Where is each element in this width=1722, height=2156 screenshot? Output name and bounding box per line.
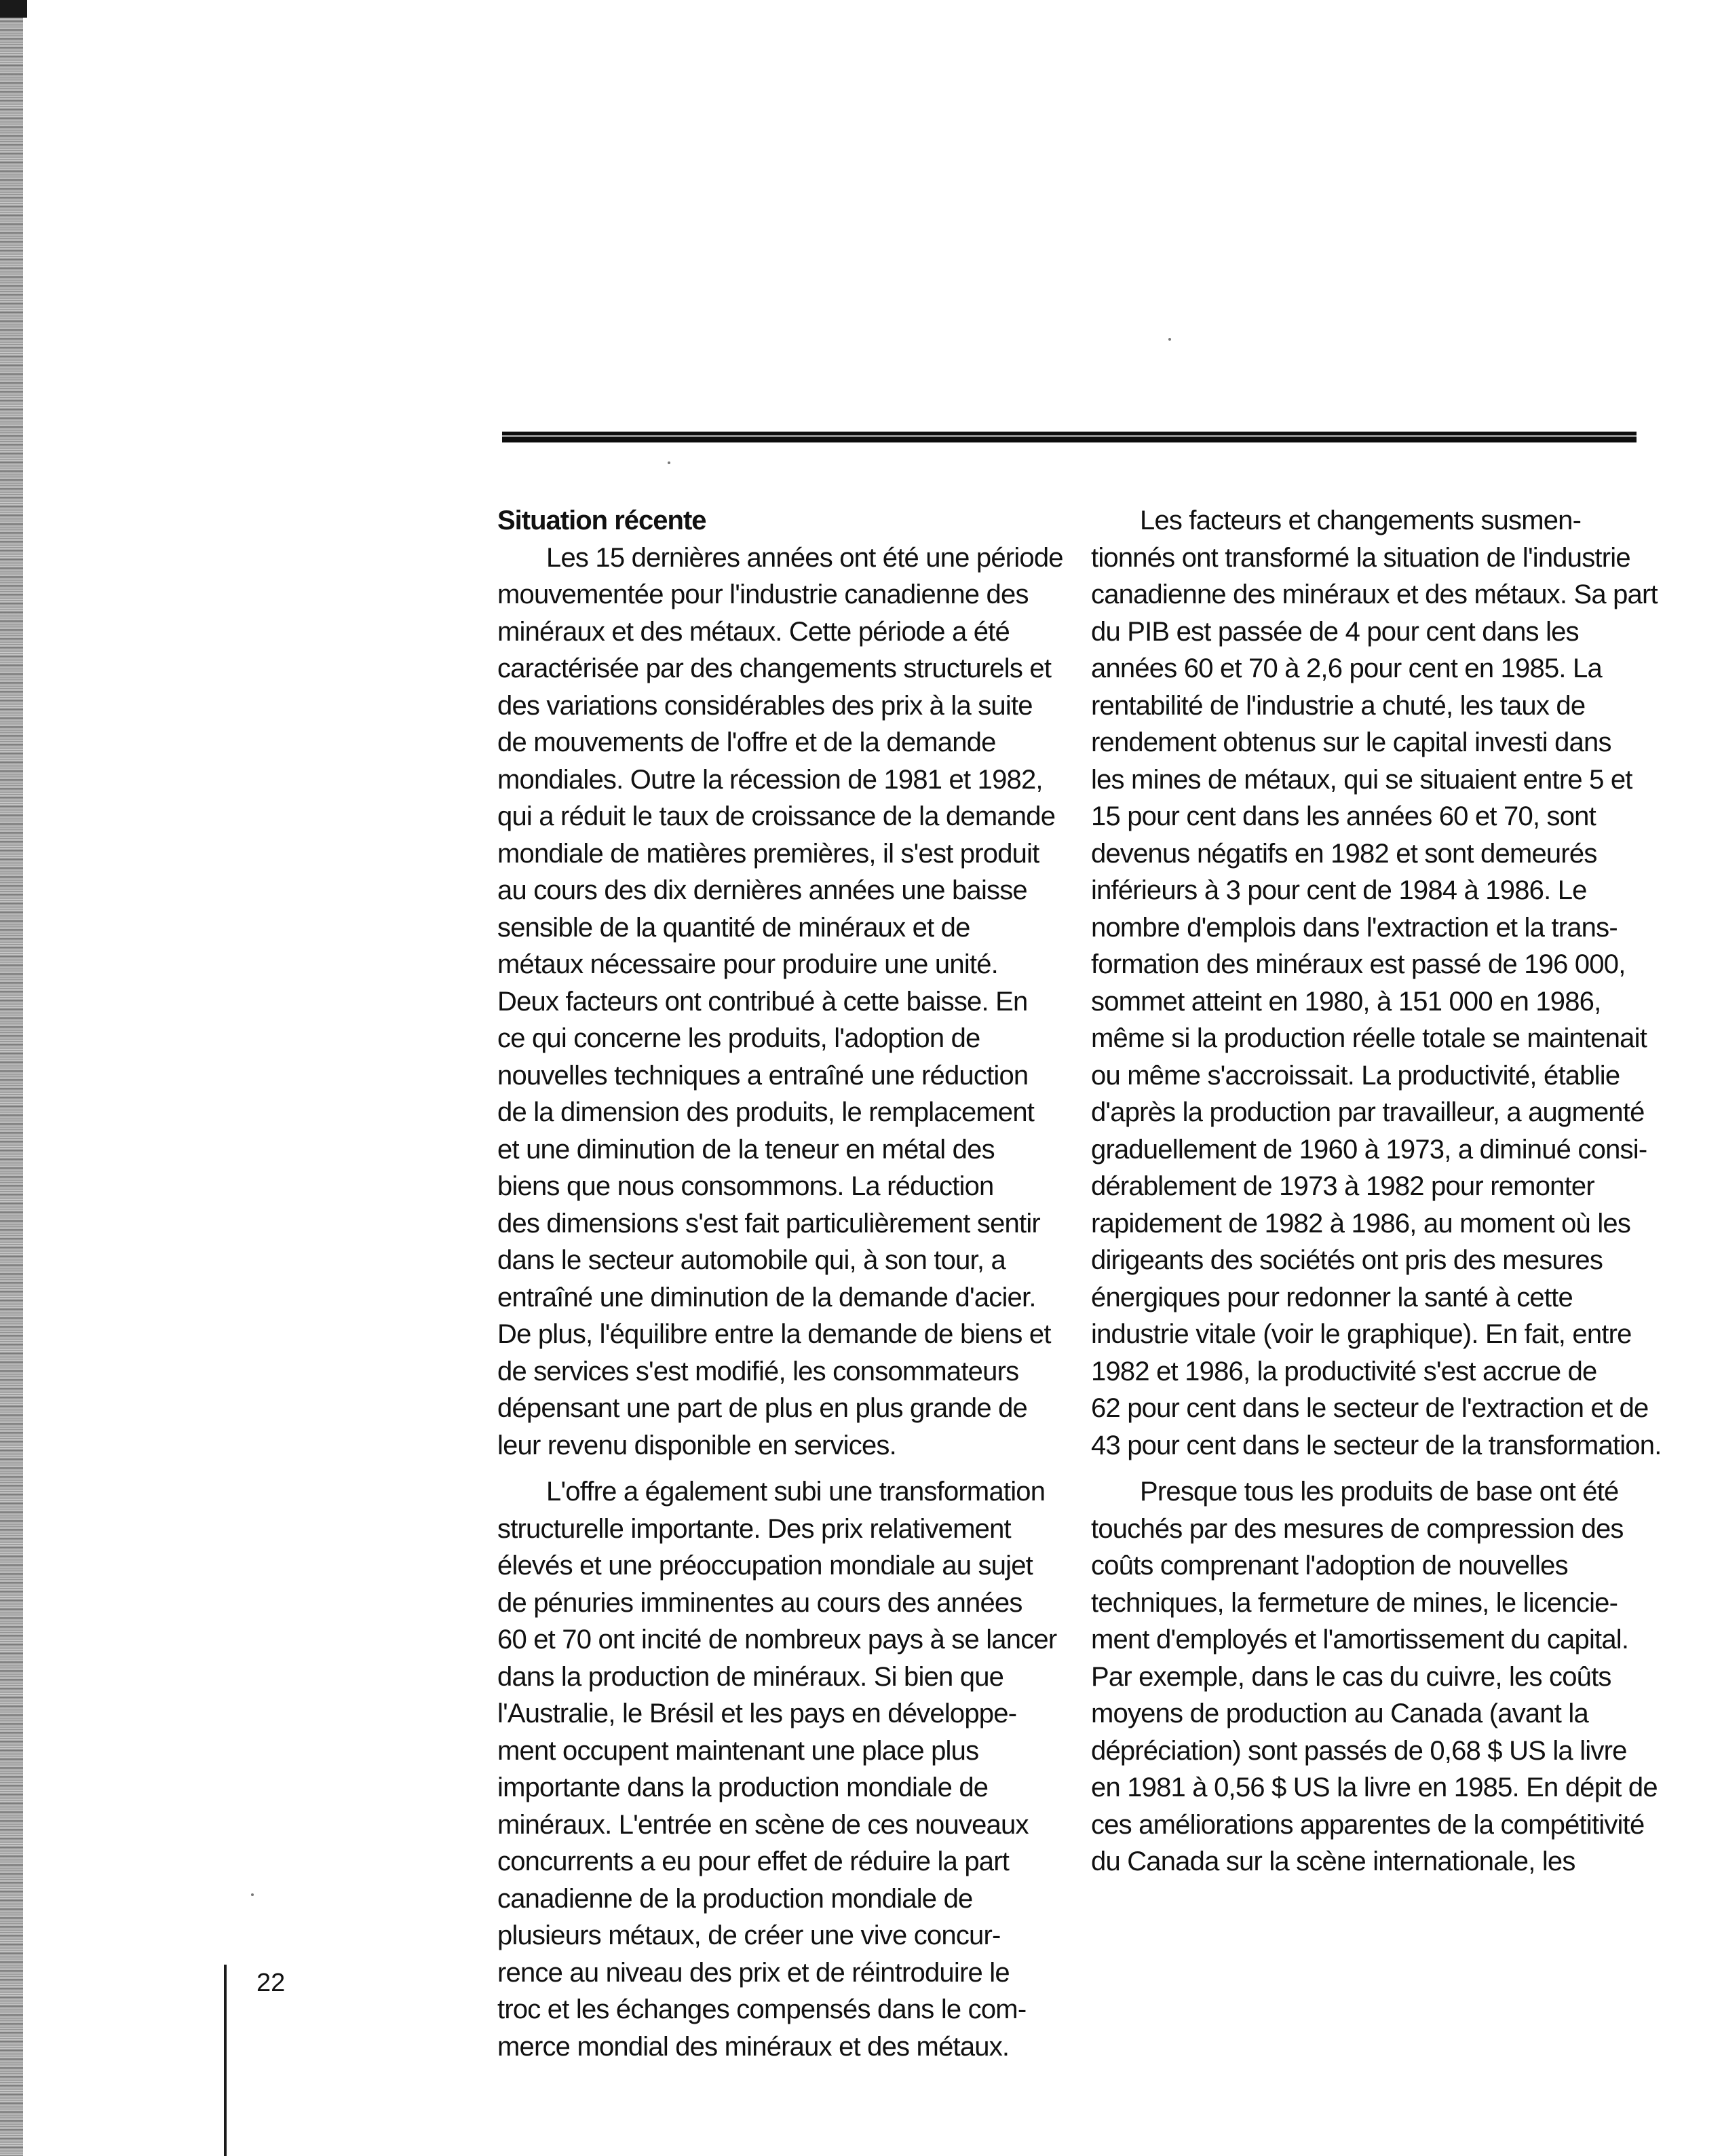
text-line: de la dimension des produits, le remplacement xyxy=(497,1097,1035,1127)
text-line: mondiales. Outre la récession de 1981 et 1982, xyxy=(497,764,1043,795)
text-line: Presque tous les produits de base ont été xyxy=(1140,1477,1619,1507)
text-line: coûts comprenant l'adoption de nouvelles xyxy=(1091,1551,1568,1581)
text-line: élevés et une préoccupation mondiale au sujet xyxy=(497,1551,1033,1581)
scanned-page-edge xyxy=(0,0,23,2156)
text-line: canadienne des minéraux et des métaux. Sa part xyxy=(1091,580,1658,609)
text-line: ou même s'accroissait. La productivité, établie xyxy=(1091,1060,1620,1091)
text-line: 15 pour cent dans les années 60 et 70, sont xyxy=(1091,801,1596,831)
text-line: structurelle importante. Des prix relativement xyxy=(497,1513,1011,1544)
text-line: de services s'est modifié, les consommateurs xyxy=(497,1356,1019,1386)
scanned-page-corner xyxy=(0,0,27,18)
text-line: des dimensions s'est fait particulièrement sentir xyxy=(497,1208,1040,1238)
text-line: nombre d'emplois dans l'extraction et la trans- xyxy=(1091,912,1618,943)
text-line: caractérisée par des changements structurels et xyxy=(497,654,1052,683)
text-line: de pénuries imminentes au cours des années xyxy=(497,1587,1022,1618)
text-line: entraîné une diminution de la demande d'acier. xyxy=(497,1282,1036,1312)
text-line: tionnés ont transformé la situation de l'industrie xyxy=(1091,542,1630,573)
text-line: 60 et 70 ont incité de nombreux pays à se lancer xyxy=(497,1625,1057,1654)
right-text-column xyxy=(1091,502,1662,1880)
text-line: graduellement de 1960 à 1973, a diminué consi- xyxy=(1091,1134,1647,1165)
body-paragraph xyxy=(1091,1473,1658,1880)
page-number: 22 xyxy=(256,1969,286,1997)
text-line: plusieurs métaux, de créer une vive concur- xyxy=(497,1921,1001,1950)
text-line: d'après la production par travailleur, a augmenté xyxy=(1091,1097,1645,1127)
body-paragraph xyxy=(497,1473,1060,2065)
text-line: L'offre a également subi une transformation xyxy=(546,1477,1046,1507)
scan-speck xyxy=(1168,338,1171,341)
text-line: canadienne de la production mondiale de xyxy=(497,1883,973,1914)
text-line: De plus, l'équilibre entre la demande de biens et xyxy=(497,1319,1051,1349)
text-line: en 1981 à 0,56 $ US la livre en 1985. En dépit de xyxy=(1091,1773,1658,1802)
text-line: 43 pour cent dans le secteur de la transformation. xyxy=(1091,1430,1662,1460)
text-line: merce mondial des minéraux et des métaux. xyxy=(497,2031,1010,2062)
text-line: ment occupent maintenant une place plus xyxy=(497,1735,979,1766)
text-line: mondiale de matières premières, il s'est produit xyxy=(497,838,1039,869)
text-line: du Canada sur la scène internationale, les xyxy=(1091,1847,1575,1876)
text-line: énergiques pour redonner la santé à cette xyxy=(1091,1282,1573,1312)
text-line: importante dans la production mondiale de xyxy=(497,1773,989,1802)
text-line: techniques, la fermeture de mines, le licencie- xyxy=(1091,1587,1618,1618)
section-heading: Situation récente xyxy=(497,506,706,535)
text-line: du PIB est passée de 4 pour cent dans les xyxy=(1091,616,1579,647)
text-line: Les facteurs et changements susmen- xyxy=(1140,506,1582,535)
text-line: inférieurs à 3 pour cent de 1984 à 1986. Le xyxy=(1091,875,1587,905)
text-line: 62 pour cent dans le secteur de l'extraction et de xyxy=(1091,1393,1649,1423)
text-line: Deux facteurs ont contribué à cette baisse. En xyxy=(497,986,1028,1017)
scan-speck xyxy=(668,461,670,464)
text-line: années 60 et 70 à 2,6 pour cent en 1985. La xyxy=(1091,654,1602,683)
margin-vertical-rule xyxy=(224,1965,227,2156)
text-line: biens que nous consommons. La réduction xyxy=(497,1171,994,1201)
text-line: dérablement de 1973 à 1982 pour remonter xyxy=(1091,1171,1594,1201)
scan-speck xyxy=(251,1893,254,1896)
text-line: dans la production de minéraux. Si bien que xyxy=(497,1661,1004,1692)
text-line: qui a réduit le taux de croissance de la demande xyxy=(497,801,1056,831)
text-line: dans le secteur automobile qui, à son tour, a xyxy=(497,1245,1006,1275)
text-line: devenus négatifs en 1982 et sont demeurés xyxy=(1091,838,1597,869)
text-line: rence au niveau des prix et de réintroduire le xyxy=(497,1957,1010,1988)
section-top-rule xyxy=(502,432,1637,442)
text-line: Par exemple, dans le cas du cuivre, les coûts xyxy=(1091,1661,1611,1692)
text-line: dépréciation) sont passés de 0,68 $ US la livre xyxy=(1091,1735,1627,1766)
text-line: ment d'employés et l'amortissement du capital. xyxy=(1091,1625,1629,1654)
text-line: minéraux et des métaux. Cette période a été xyxy=(497,616,1010,647)
text-line: rentabilité de l'industrie a chuté, les taux de xyxy=(1091,690,1586,721)
text-line: touchés par des mesures de compression des xyxy=(1091,1513,1624,1544)
text-line: des variations considérables des prix à la suite xyxy=(497,690,1033,721)
text-line: nouvelles techniques a entraîné une réduction xyxy=(497,1060,1029,1091)
text-line: industrie vitale (voir le graphique). En fait, entre xyxy=(1091,1319,1632,1349)
text-line: rapidement de 1982 à 1986, au moment où les xyxy=(1091,1208,1631,1238)
text-line: au cours des dix dernières années une baisse xyxy=(497,875,1027,905)
text-line: les mines de métaux, qui se situaient entre 5 et xyxy=(1091,764,1632,795)
text-line: sommet atteint en 1980, à 151 000 en 1986, xyxy=(1091,986,1601,1017)
left-text-column xyxy=(497,502,1063,2065)
section-top-rule-highlight xyxy=(502,435,1637,437)
text-line: de mouvements de l'offre et de la demande xyxy=(497,727,996,757)
text-line: 1982 et 1986, la productivité s'est accrue de xyxy=(1091,1356,1597,1386)
text-line: l'Australie, le Brésil et les pays en développe- xyxy=(497,1699,1017,1728)
text-line: rendement obtenus sur le capital investi dans xyxy=(1091,727,1611,757)
text-line: leur revenu disponible en services. xyxy=(497,1430,896,1460)
text-line: sensible de la quantité de minéraux et de xyxy=(497,912,970,943)
text-line: dépensant une part de plus en plus grande de xyxy=(497,1393,1027,1423)
text-line: moyens de production au Canada (avant la xyxy=(1091,1699,1588,1728)
text-line: Les 15 dernières années ont été une période xyxy=(546,542,1063,573)
text-line: même si la production réelle totale se maintenait xyxy=(1091,1023,1647,1053)
text-line: et une diminution de la teneur en métal des xyxy=(497,1134,995,1165)
text-line: mouvementée pour l'industrie canadienne des xyxy=(497,580,1029,609)
text-line: ces améliorations apparentes de la compétitivité xyxy=(1091,1809,1645,1840)
text-line: métaux nécessaire pour produire une unité. xyxy=(497,949,998,979)
body-paragraph xyxy=(1091,502,1662,1464)
text-line: concurrents a eu pour effet de réduire la part xyxy=(497,1847,1010,1876)
text-line: minéraux. L'entrée en scène de ces nouveaux xyxy=(497,1809,1029,1840)
body-paragraph xyxy=(497,540,1063,1464)
text-line: troc et les échanges compensés dans le com- xyxy=(497,1994,1027,2024)
text-line: formation des minéraux est passé de 196 000, xyxy=(1091,949,1626,979)
text-line: ce qui concerne les produits, l'adoption de xyxy=(497,1023,980,1053)
text-line: dirigeants des sociétés ont pris des mesures xyxy=(1091,1245,1603,1275)
